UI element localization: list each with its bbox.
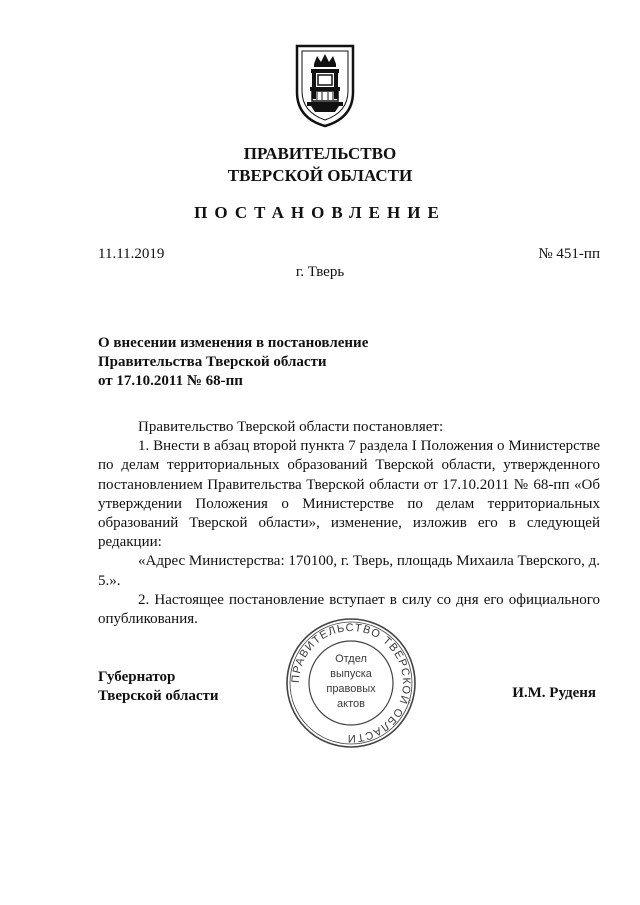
- stamp-ring-text: ПРАВИТЕЛЬСТВО ТВЕРСКОЙ ОБЛАСТИ: [289, 621, 413, 745]
- coat-of-arms-emblem: [293, 42, 357, 128]
- signatory-title-line1: Губернатор: [98, 669, 176, 685]
- body-paragraph-address: «Адрес Министерства: 170100, г. Тверь, площадь Михаила Тверского, д. 5.».: [98, 553, 600, 589]
- stamp-line3: правовых: [326, 683, 376, 695]
- document-date: 11.11.2019: [98, 246, 165, 262]
- body-paragraph-item2: 2. Настоящее постановление вступает в силу со дня его официального опубликования.: [98, 591, 600, 628]
- org-name-line2: ТВЕРСКОЙ ОБЛАСТИ: [227, 166, 413, 185]
- body-paragraph-item1: 1. Внести в абзац второй пункта 7 раздела I Положения о Министерстве по делам территориальных образований Тверской области, утвержденного постановлением Правительства Тверской области от 17.10.2011 № 68-пп «Об утверждении Положения о Министерстве по делам территориальных образований Тверской области», изменение, изложив его в следующей редакции:: [98, 438, 600, 551]
- signatory-title: [98, 668, 219, 706]
- org-name-line1: ПРАВИТЕЛЬСТВО: [243, 144, 397, 163]
- body-paragraph-preamble: Правительство Тверской области постановляет:: [138, 419, 444, 435]
- signatory-name: И.М. Руденя: [512, 685, 596, 701]
- stamp-line4: актов: [337, 698, 365, 710]
- subject-line3: от 17.10.2011 № 68-пп: [98, 373, 243, 389]
- document-subject: [98, 334, 438, 391]
- signatory-title-line2: Тверской области: [98, 688, 219, 704]
- document-number: № 451-пп: [538, 246, 600, 262]
- document-type: ПОСТАНОВЛЕНИЕ: [194, 203, 446, 222]
- stamp-line2: выпуска: [330, 668, 372, 680]
- subject-line1: О внесении изменения в постановление: [98, 335, 369, 351]
- official-stamp: [284, 616, 418, 750]
- document-body: [98, 418, 600, 629]
- stamp-line1: Отдел: [335, 653, 367, 665]
- subject-line2: Правительства Тверской области: [98, 354, 327, 370]
- document-city: г. Тверь: [295, 264, 345, 280]
